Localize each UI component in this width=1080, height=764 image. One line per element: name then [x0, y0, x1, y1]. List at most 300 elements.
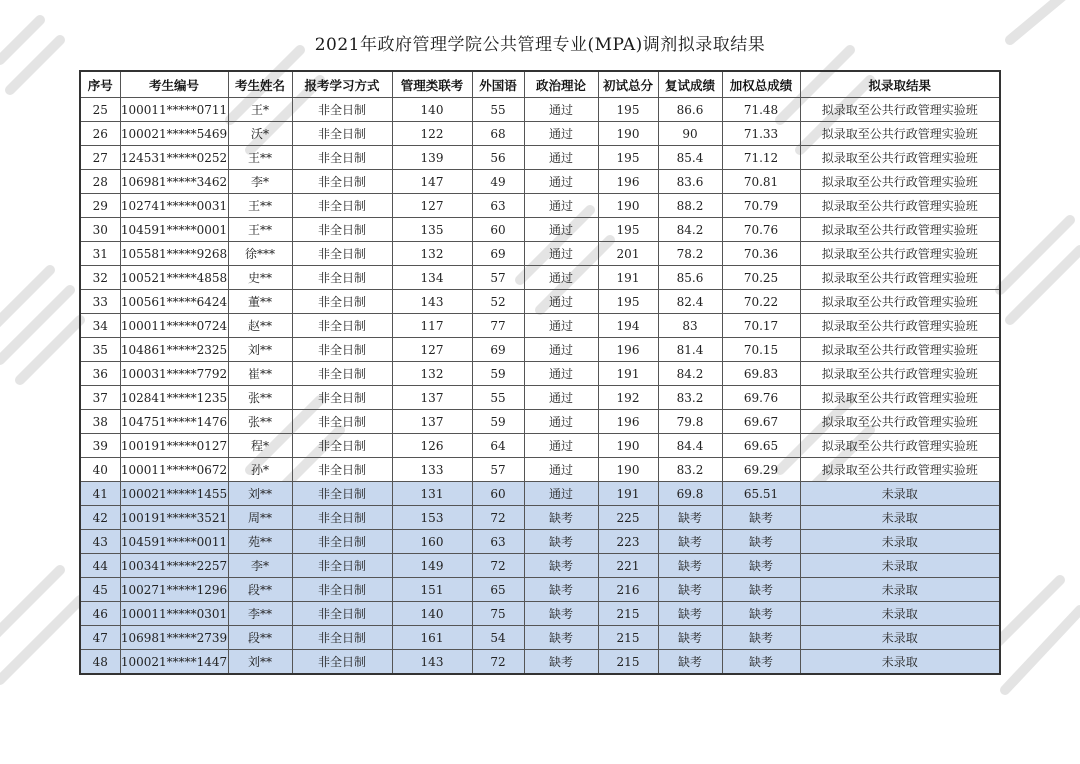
- cell-politics: 通过: [524, 146, 598, 170]
- cell-retest-score: 84.2: [658, 218, 722, 242]
- cell-weighted-total: 70.36: [722, 242, 800, 266]
- cell-management-exam: 127: [392, 194, 472, 218]
- cell-candidate-name: 李*: [228, 554, 292, 578]
- cell-politics: 缺考: [524, 650, 598, 675]
- cell-no: 48: [80, 650, 120, 675]
- cell-foreign-language: 57: [472, 266, 524, 290]
- cell-retest-score: 缺考: [658, 650, 722, 675]
- cell-prelim-total: 195: [598, 218, 658, 242]
- cell-admission-result: 拟录取至公共行政管理实验班: [800, 458, 1000, 482]
- cell-management-exam: 140: [392, 602, 472, 626]
- admission-results-table: [79, 70, 1001, 675]
- header-study-mode: 报考学习方式: [292, 71, 392, 98]
- cell-weighted-total: 缺考: [722, 602, 800, 626]
- cell-candidate-id: 100191*****3521: [120, 506, 228, 530]
- cell-retest-score: 缺考: [658, 530, 722, 554]
- cell-no: 42: [80, 506, 120, 530]
- cell-prelim-total: 201: [598, 242, 658, 266]
- cell-admission-result: 未录取: [800, 554, 1000, 578]
- cell-management-exam: 149: [392, 554, 472, 578]
- cell-politics: 通过: [524, 434, 598, 458]
- cell-study-mode: 非全日制: [292, 458, 392, 482]
- cell-prelim-total: 225: [598, 506, 658, 530]
- cell-foreign-language: 69: [472, 242, 524, 266]
- cell-no: 46: [80, 602, 120, 626]
- cell-retest-score: 缺考: [658, 626, 722, 650]
- cell-foreign-language: 72: [472, 506, 524, 530]
- cell-candidate-name: 苑**: [228, 530, 292, 554]
- cell-candidate-name: 赵**: [228, 314, 292, 338]
- cell-candidate-id: 100341*****2257: [120, 554, 228, 578]
- table-row: [80, 506, 1000, 530]
- header-admission-result: 拟录取结果: [800, 71, 1000, 98]
- cell-prelim-total: 195: [598, 146, 658, 170]
- cell-no: 34: [80, 314, 120, 338]
- cell-weighted-total: 70.15: [722, 338, 800, 362]
- cell-candidate-id: 100021*****1447: [120, 650, 228, 675]
- table-row: [80, 602, 1000, 626]
- cell-foreign-language: 55: [472, 386, 524, 410]
- header-no: 序号: [80, 71, 120, 98]
- cell-admission-result: 拟录取至公共行政管理实验班: [800, 218, 1000, 242]
- cell-no: 45: [80, 578, 120, 602]
- cell-candidate-name: 王**: [228, 218, 292, 242]
- cell-retest-score: 缺考: [658, 506, 722, 530]
- cell-retest-score: 86.6: [658, 98, 722, 122]
- cell-management-exam: 117: [392, 314, 472, 338]
- cell-candidate-id: 104591*****0011: [120, 530, 228, 554]
- cell-retest-score: 83.6: [658, 170, 722, 194]
- cell-candidate-id: 100021*****5469: [120, 122, 228, 146]
- cell-admission-result: 未录取: [800, 626, 1000, 650]
- cell-management-exam: 132: [392, 362, 472, 386]
- cell-foreign-language: 56: [472, 146, 524, 170]
- cell-weighted-total: 70.81: [722, 170, 800, 194]
- cell-candidate-name: 沃*: [228, 122, 292, 146]
- cell-retest-score: 83.2: [658, 386, 722, 410]
- cell-no: 31: [80, 242, 120, 266]
- cell-no: 38: [80, 410, 120, 434]
- cell-prelim-total: 196: [598, 170, 658, 194]
- cell-admission-result: 拟录取至公共行政管理实验班: [800, 122, 1000, 146]
- cell-management-exam: 147: [392, 170, 472, 194]
- cell-politics: 通过: [524, 314, 598, 338]
- cell-management-exam: 143: [392, 650, 472, 675]
- cell-candidate-id: 102741*****0031: [120, 194, 228, 218]
- table-row: [80, 170, 1000, 194]
- cell-admission-result: 拟录取至公共行政管理实验班: [800, 314, 1000, 338]
- cell-prelim-total: 216: [598, 578, 658, 602]
- cell-candidate-name: 史**: [228, 266, 292, 290]
- cell-candidate-id: 100011*****0711: [120, 98, 228, 122]
- cell-no: 44: [80, 554, 120, 578]
- cell-retest-score: 81.4: [658, 338, 722, 362]
- cell-weighted-total: 69.29: [722, 458, 800, 482]
- cell-no: 36: [80, 362, 120, 386]
- cell-weighted-total: 71.33: [722, 122, 800, 146]
- cell-politics: 缺考: [524, 554, 598, 578]
- cell-candidate-name: 王**: [228, 194, 292, 218]
- cell-retest-score: 83.2: [658, 458, 722, 482]
- cell-weighted-total: 缺考: [722, 506, 800, 530]
- table-row: [80, 266, 1000, 290]
- cell-candidate-name: 刘**: [228, 338, 292, 362]
- cell-management-exam: 137: [392, 410, 472, 434]
- table-row: [80, 122, 1000, 146]
- cell-candidate-name: 段**: [228, 626, 292, 650]
- cell-foreign-language: 54: [472, 626, 524, 650]
- cell-candidate-id: 106981*****2739: [120, 626, 228, 650]
- cell-no: 25: [80, 98, 120, 122]
- cell-admission-result: 拟录取至公共行政管理实验班: [800, 362, 1000, 386]
- cell-study-mode: 非全日制: [292, 578, 392, 602]
- cell-admission-result: 拟录取至公共行政管理实验班: [800, 266, 1000, 290]
- table-row: [80, 578, 1000, 602]
- cell-study-mode: 非全日制: [292, 314, 392, 338]
- table-row: [80, 458, 1000, 482]
- cell-weighted-total: 70.79: [722, 194, 800, 218]
- cell-candidate-id: 100191*****0127: [120, 434, 228, 458]
- cell-politics: 通过: [524, 482, 598, 506]
- cell-candidate-id: 104861*****2325: [120, 338, 228, 362]
- header-weighted-total: 加权总成绩: [722, 71, 800, 98]
- cell-study-mode: 非全日制: [292, 626, 392, 650]
- cell-foreign-language: 75: [472, 602, 524, 626]
- cell-politics: 通过: [524, 410, 598, 434]
- table-row: [80, 554, 1000, 578]
- cell-candidate-id: 124531*****0252: [120, 146, 228, 170]
- cell-foreign-language: 49: [472, 170, 524, 194]
- cell-management-exam: 134: [392, 266, 472, 290]
- table-row: [80, 530, 1000, 554]
- cell-prelim-total: 190: [598, 434, 658, 458]
- table-row: [80, 242, 1000, 266]
- header-candidate-name: 考生姓名: [228, 71, 292, 98]
- cell-foreign-language: 59: [472, 362, 524, 386]
- cell-candidate-name: 王**: [228, 146, 292, 170]
- cell-prelim-total: 196: [598, 338, 658, 362]
- cell-candidate-name: 董**: [228, 290, 292, 314]
- cell-admission-result: 未录取: [800, 578, 1000, 602]
- cell-candidate-id: 100031*****7792: [120, 362, 228, 386]
- cell-candidate-name: 孙*: [228, 458, 292, 482]
- cell-no: 29: [80, 194, 120, 218]
- cell-foreign-language: 52: [472, 290, 524, 314]
- cell-admission-result: 拟录取至公共行政管理实验班: [800, 194, 1000, 218]
- cell-no: 41: [80, 482, 120, 506]
- cell-prelim-total: 191: [598, 266, 658, 290]
- cell-candidate-id: 100011*****0301: [120, 602, 228, 626]
- cell-retest-score: 85.4: [658, 146, 722, 170]
- cell-politics: 缺考: [524, 530, 598, 554]
- table-row: [80, 146, 1000, 170]
- cell-prelim-total: 215: [598, 602, 658, 626]
- header-management-exam: 管理类联考: [392, 71, 472, 98]
- cell-foreign-language: 63: [472, 530, 524, 554]
- cell-admission-result: 拟录取至公共行政管理实验班: [800, 338, 1000, 362]
- cell-politics: 通过: [524, 194, 598, 218]
- cell-retest-score: 90: [658, 122, 722, 146]
- cell-no: 26: [80, 122, 120, 146]
- cell-politics: 通过: [524, 338, 598, 362]
- cell-admission-result: 未录取: [800, 530, 1000, 554]
- cell-foreign-language: 72: [472, 650, 524, 675]
- cell-prelim-total: 191: [598, 362, 658, 386]
- cell-politics: 通过: [524, 122, 598, 146]
- cell-weighted-total: 70.25: [722, 266, 800, 290]
- cell-prelim-total: 195: [598, 290, 658, 314]
- table-row: [80, 482, 1000, 506]
- header-foreign-language: 外国语: [472, 71, 524, 98]
- table-row: [80, 626, 1000, 650]
- table-header-row: [80, 71, 1000, 98]
- cell-retest-score: 69.8: [658, 482, 722, 506]
- cell-admission-result: 未录取: [800, 506, 1000, 530]
- cell-no: 28: [80, 170, 120, 194]
- cell-weighted-total: 69.65: [722, 434, 800, 458]
- cell-retest-score: 85.6: [658, 266, 722, 290]
- cell-candidate-id: 102841*****1235: [120, 386, 228, 410]
- cell-management-exam: 127: [392, 338, 472, 362]
- cell-no: 40: [80, 458, 120, 482]
- cell-weighted-total: 缺考: [722, 554, 800, 578]
- table-row: [80, 410, 1000, 434]
- cell-candidate-name: 张**: [228, 410, 292, 434]
- cell-retest-score: 缺考: [658, 578, 722, 602]
- cell-management-exam: 122: [392, 122, 472, 146]
- cell-admission-result: 拟录取至公共行政管理实验班: [800, 170, 1000, 194]
- cell-candidate-id: 104751*****1476: [120, 410, 228, 434]
- cell-foreign-language: 68: [472, 122, 524, 146]
- cell-foreign-language: 60: [472, 482, 524, 506]
- cell-study-mode: 非全日制: [292, 194, 392, 218]
- cell-politics: 缺考: [524, 626, 598, 650]
- table-row: [80, 314, 1000, 338]
- cell-weighted-total: 缺考: [722, 530, 800, 554]
- cell-candidate-id: 104591*****0001: [120, 218, 228, 242]
- cell-foreign-language: 64: [472, 434, 524, 458]
- cell-politics: 缺考: [524, 506, 598, 530]
- cell-candidate-name: 崔**: [228, 362, 292, 386]
- cell-prelim-total: 191: [598, 482, 658, 506]
- cell-retest-score: 78.2: [658, 242, 722, 266]
- cell-retest-score: 84.4: [658, 434, 722, 458]
- cell-foreign-language: 57: [472, 458, 524, 482]
- cell-weighted-total: 缺考: [722, 626, 800, 650]
- page-title: 2021年政府管理学院公共管理专业(MPA)调剂拟录取结果: [314, 35, 766, 55]
- cell-foreign-language: 60: [472, 218, 524, 242]
- cell-no: 33: [80, 290, 120, 314]
- table-row: [80, 98, 1000, 122]
- cell-prelim-total: 196: [598, 410, 658, 434]
- cell-foreign-language: 72: [472, 554, 524, 578]
- cell-study-mode: 非全日制: [292, 410, 392, 434]
- cell-candidate-name: 张**: [228, 386, 292, 410]
- header-prelim-total: 初试总分: [598, 71, 658, 98]
- cell-weighted-total: 71.48: [722, 98, 800, 122]
- cell-candidate-name: 程*: [228, 434, 292, 458]
- cell-prelim-total: 221: [598, 554, 658, 578]
- cell-weighted-total: 69.67: [722, 410, 800, 434]
- cell-weighted-total: 缺考: [722, 578, 800, 602]
- cell-management-exam: 140: [392, 98, 472, 122]
- cell-candidate-id: 100561*****6424: [120, 290, 228, 314]
- cell-study-mode: 非全日制: [292, 602, 392, 626]
- cell-no: 27: [80, 146, 120, 170]
- cell-management-exam: 131: [392, 482, 472, 506]
- cell-study-mode: 非全日制: [292, 362, 392, 386]
- cell-admission-result: 拟录取至公共行政管理实验班: [800, 410, 1000, 434]
- table-row: [80, 218, 1000, 242]
- cell-weighted-total: 71.12: [722, 146, 800, 170]
- cell-management-exam: 139: [392, 146, 472, 170]
- cell-prelim-total: 190: [598, 122, 658, 146]
- cell-study-mode: 非全日制: [292, 218, 392, 242]
- cell-candidate-id: 100271*****1296: [120, 578, 228, 602]
- header-retest-score: 复试成绩: [658, 71, 722, 98]
- cell-management-exam: 153: [392, 506, 472, 530]
- table-row: [80, 386, 1000, 410]
- cell-prelim-total: 223: [598, 530, 658, 554]
- cell-weighted-total: 69.83: [722, 362, 800, 386]
- cell-candidate-id: 106981*****3462: [120, 170, 228, 194]
- cell-management-exam: 133: [392, 458, 472, 482]
- cell-politics: 通过: [524, 362, 598, 386]
- cell-weighted-total: 缺考: [722, 650, 800, 675]
- cell-no: 47: [80, 626, 120, 650]
- cell-prelim-total: 215: [598, 650, 658, 675]
- cell-politics: 通过: [524, 458, 598, 482]
- cell-prelim-total: 195: [598, 98, 658, 122]
- cell-study-mode: 非全日制: [292, 530, 392, 554]
- cell-candidate-id: 105581*****9268: [120, 242, 228, 266]
- cell-candidate-name: 王*: [228, 98, 292, 122]
- cell-retest-score: 缺考: [658, 602, 722, 626]
- cell-admission-result: 未录取: [800, 482, 1000, 506]
- cell-study-mode: 非全日制: [292, 386, 392, 410]
- cell-candidate-id: 100521*****4858: [120, 266, 228, 290]
- cell-study-mode: 非全日制: [292, 98, 392, 122]
- table-row: [80, 362, 1000, 386]
- cell-foreign-language: 77: [472, 314, 524, 338]
- cell-foreign-language: 69: [472, 338, 524, 362]
- cell-no: 35: [80, 338, 120, 362]
- cell-politics: 通过: [524, 242, 598, 266]
- cell-study-mode: 非全日制: [292, 506, 392, 530]
- cell-study-mode: 非全日制: [292, 482, 392, 506]
- cell-management-exam: 161: [392, 626, 472, 650]
- cell-foreign-language: 59: [472, 410, 524, 434]
- cell-study-mode: 非全日制: [292, 242, 392, 266]
- cell-prelim-total: 192: [598, 386, 658, 410]
- cell-weighted-total: 70.17: [722, 314, 800, 338]
- cell-weighted-total: 69.76: [722, 386, 800, 410]
- cell-foreign-language: 63: [472, 194, 524, 218]
- cell-politics: 通过: [524, 266, 598, 290]
- cell-study-mode: 非全日制: [292, 266, 392, 290]
- cell-admission-result: 拟录取至公共行政管理实验班: [800, 290, 1000, 314]
- cell-study-mode: 非全日制: [292, 554, 392, 578]
- cell-candidate-name: 刘**: [228, 482, 292, 506]
- cell-candidate-name: 徐***: [228, 242, 292, 266]
- cell-weighted-total: 70.76: [722, 218, 800, 242]
- cell-retest-score: 82.4: [658, 290, 722, 314]
- cell-admission-result: 拟录取至公共行政管理实验班: [800, 386, 1000, 410]
- cell-candidate-name: 段**: [228, 578, 292, 602]
- table-body: [80, 98, 1000, 675]
- table-row: [80, 194, 1000, 218]
- cell-study-mode: 非全日制: [292, 170, 392, 194]
- cell-politics: 通过: [524, 290, 598, 314]
- cell-candidate-name: 李*: [228, 170, 292, 194]
- cell-weighted-total: 65.51: [722, 482, 800, 506]
- cell-politics: 通过: [524, 170, 598, 194]
- cell-study-mode: 非全日制: [292, 338, 392, 362]
- cell-admission-result: 未录取: [800, 602, 1000, 626]
- cell-study-mode: 非全日制: [292, 146, 392, 170]
- cell-candidate-name: 李**: [228, 602, 292, 626]
- header-candidate-id: 考生编号: [120, 71, 228, 98]
- cell-study-mode: 非全日制: [292, 434, 392, 458]
- cell-admission-result: 拟录取至公共行政管理实验班: [800, 98, 1000, 122]
- cell-foreign-language: 65: [472, 578, 524, 602]
- cell-study-mode: 非全日制: [292, 122, 392, 146]
- cell-retest-score: 84.2: [658, 362, 722, 386]
- table-row: [80, 650, 1000, 675]
- cell-foreign-language: 55: [472, 98, 524, 122]
- cell-candidate-id: 100011*****0724: [120, 314, 228, 338]
- cell-prelim-total: 190: [598, 194, 658, 218]
- table-row: [80, 338, 1000, 362]
- table-row: [80, 434, 1000, 458]
- cell-no: 32: [80, 266, 120, 290]
- cell-admission-result: 拟录取至公共行政管理实验班: [800, 242, 1000, 266]
- cell-candidate-id: 100021*****1455: [120, 482, 228, 506]
- cell-retest-score: 缺考: [658, 554, 722, 578]
- cell-prelim-total: 215: [598, 626, 658, 650]
- cell-politics: 缺考: [524, 578, 598, 602]
- table-row: [80, 290, 1000, 314]
- cell-study-mode: 非全日制: [292, 290, 392, 314]
- cell-management-exam: 135: [392, 218, 472, 242]
- cell-weighted-total: 70.22: [722, 290, 800, 314]
- cell-no: 37: [80, 386, 120, 410]
- cell-politics: 通过: [524, 218, 598, 242]
- cell-retest-score: 88.2: [658, 194, 722, 218]
- cell-admission-result: 拟录取至公共行政管理实验班: [800, 146, 1000, 170]
- cell-no: 39: [80, 434, 120, 458]
- cell-politics: 通过: [524, 98, 598, 122]
- cell-retest-score: 79.8: [658, 410, 722, 434]
- cell-management-exam: 137: [392, 386, 472, 410]
- cell-prelim-total: 190: [598, 458, 658, 482]
- cell-politics: 缺考: [524, 602, 598, 626]
- cell-candidate-name: 周**: [228, 506, 292, 530]
- cell-management-exam: 132: [392, 242, 472, 266]
- cell-candidate-id: 100011*****0672: [120, 458, 228, 482]
- cell-study-mode: 非全日制: [292, 650, 392, 675]
- cell-management-exam: 143: [392, 290, 472, 314]
- cell-politics: 通过: [524, 386, 598, 410]
- cell-management-exam: 126: [392, 434, 472, 458]
- cell-management-exam: 151: [392, 578, 472, 602]
- cell-admission-result: 拟录取至公共行政管理实验班: [800, 434, 1000, 458]
- cell-prelim-total: 194: [598, 314, 658, 338]
- cell-admission-result: 未录取: [800, 650, 1000, 675]
- cell-no: 43: [80, 530, 120, 554]
- cell-candidate-name: 刘**: [228, 650, 292, 675]
- cell-no: 30: [80, 218, 120, 242]
